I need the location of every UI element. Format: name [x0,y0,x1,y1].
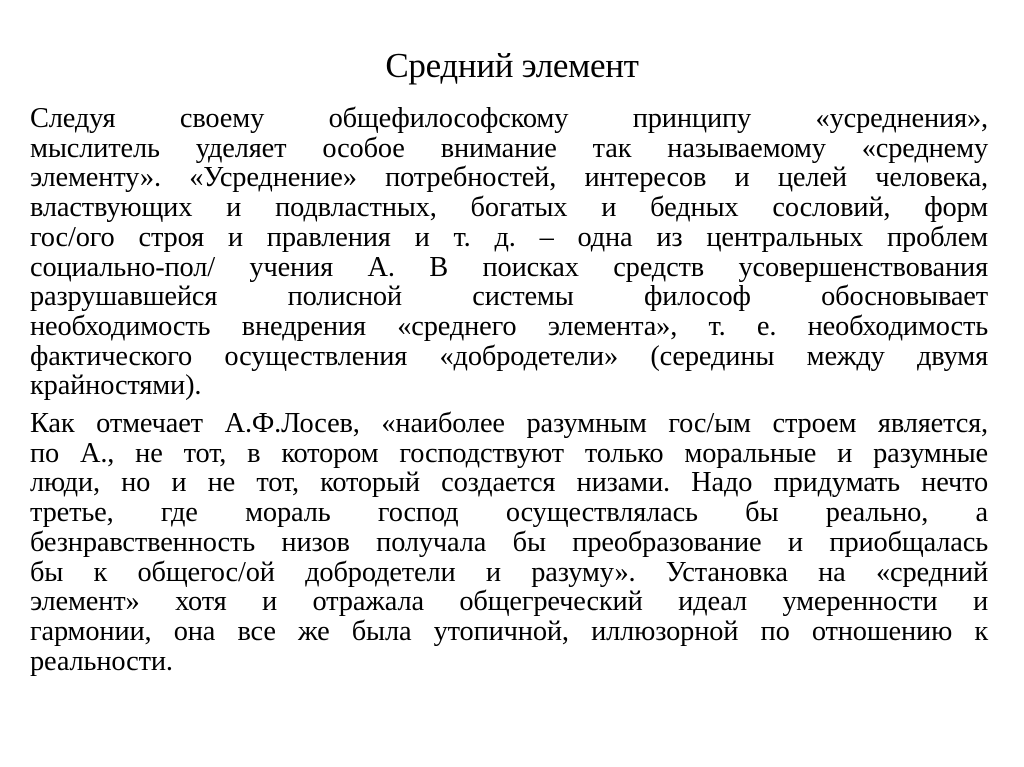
paragraph-middle-element [30,104,988,401]
slide-title: Средний элемент [385,46,639,85]
text-line: фактического осуществления «добродетели» (середины между двумя [30,340,988,372]
text-line: властвующих и подвластных, богатых и бедных сословий, форм [30,192,988,224]
text-line: по А., не тот, в котором господствуют только моральные и разумные [30,437,988,469]
text-line: мыслитель уделяет особое внимание так называемому «среднему [30,132,988,164]
text-line: третье, где мораль господ осуществлялась бы реально, а [30,497,988,529]
text-line: необходимость внедрения «среднего элемента», т. е. необходимость [30,310,988,342]
paragraph-losev-quote [30,409,988,676]
text-line: люди, но и не тот, который создается низами. Надо придумать нечто [30,467,988,499]
text-line: элемент» хотя и отражала общегреческий идеал умеренности и [30,586,988,618]
text-line: гармонии, она все же была утопичной, иллюзорной по отношению к [30,615,988,647]
text-line: гос/ого строя и правления и т. д. – одна из центральных проблем [30,221,988,253]
text-line: социально-пол/ учения А. В поисках средств усовершенствования [30,251,988,283]
text-line: реальности. [30,645,173,677]
text-line: бы к общегос/ой добродетели и разуму». Установка на «средний [30,556,988,588]
text-line: элементу». «Усреднение» потребностей, интересов и целей человека, [30,162,988,194]
text-line: крайностями). [30,370,202,402]
slide-body [30,104,988,676]
text-line: Как отмечает А.Ф.Лосев, «наиболее разумным гос/ым строем является, [30,408,988,440]
text-line: Следуя своему общефилософскому принципу «усреднения», [30,103,988,134]
text-line: безнравственность низов получала бы преобразование и приобщалась [30,526,988,558]
text-line: разрушавшейся полисной системы философ обосновывает [30,281,988,313]
